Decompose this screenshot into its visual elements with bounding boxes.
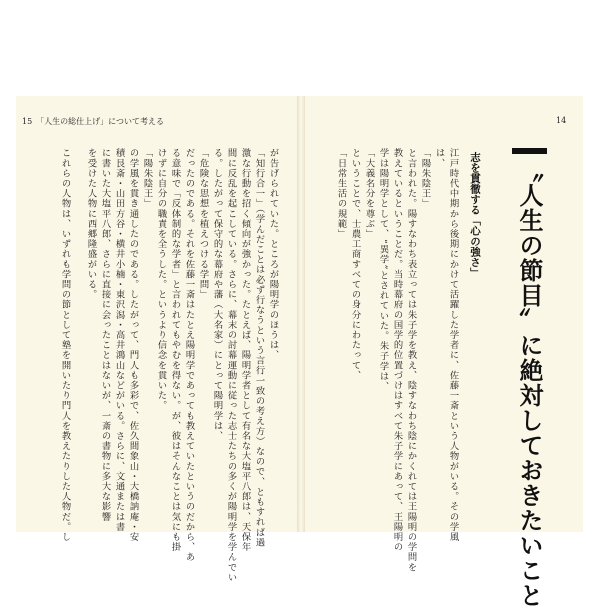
- left-text-line: る。したがって保守的な幕府や藩（大名家）にとって陽明学は、: [211, 148, 223, 441]
- right-text-line: は、: [433, 148, 445, 169]
- left-text-line: が告げられていた。ところが陽明学のほうは、: [267, 148, 279, 361]
- right-text-line: 「日常生活の規範」: [335, 148, 347, 239]
- right-text-line: 教えているということだ。当時幕府の国学的位置づけはすべて朱子学にあって、王陽明の: [391, 148, 403, 552]
- left-text-line: 「知行合一」（学んだことは必ず行なうという言行一致の考え方）なので、ともすれば過: [253, 148, 265, 548]
- left-text-line: 積艮斎・山田方谷・横井小楠・東沢潟・高井鴻山などがいる。さらに、文通または書: [113, 148, 125, 532]
- left-text-line: 激な行動を招く傾向が強かった。たとえば、陽明学者として有名な大塩平八郎は、天保年: [239, 148, 251, 552]
- left-text-line: けずに自分の職責を全うした。というより信念を貫いた。: [155, 148, 167, 411]
- left-text-line: だったのである。それを佐藤一斎はたとえ陽明学であっても教えていたというのだから、あ: [183, 148, 195, 563]
- left-text-line: を受けた人物に西郷隆盛がいる。: [85, 148, 97, 300]
- left-text-line: これらの人物は、いずれも学問の節として塾を開いたり門人を教えたりした人物だ。し: [59, 148, 71, 542]
- section-heading: 志を貫徹する「心の強さ」: [469, 152, 481, 278]
- left-text-line: 「陽朱陰王」: [141, 148, 153, 209]
- left-page-header: 15 「人生の総仕上げ」について考える: [22, 117, 165, 126]
- right-text-line: と言われた。陽すなわち表立っては朱子学を教え、陰すなわち陰にかくれては王陽明の学問を: [405, 148, 417, 573]
- left-text-line: に書いた大塩平八郎、さらに直接に会ったことはないが、一斎の書物に多大な影響: [99, 148, 111, 522]
- left-text-line: 間に反乱を起こしている。さらに、幕末の討幕運動に従った志士たちの多くが陽明学を学んでい: [225, 148, 237, 583]
- left-text-line: 「危険な思想を植えつける学問」: [197, 148, 209, 300]
- left-text-line: る意味で「反体制的な学者」と言われてもやむを得ない。が、彼はそんなことは気にも掛: [169, 148, 181, 552]
- right-text-line: ということで、士農工商すべての身分にわたって、: [349, 148, 361, 381]
- left-text-line: の学風を貫き通したのである。したがって、門人も多彩で、佐久間象山・大橋訥庵・安: [127, 148, 139, 542]
- right-page-number: 14: [556, 116, 567, 125]
- right-text-line: 「大義名分を尊ぶ」: [363, 148, 375, 239]
- book-gutter: [297, 96, 305, 532]
- right-text-line: 学は陽明学として、“異学”とされていた。朱子学は、: [377, 148, 389, 392]
- right-text-line: 「陽朱陰王」: [419, 148, 431, 209]
- chapter-title: 〝人生の節目〟に絶対しておきたいこと: [512, 148, 547, 608]
- right-text-line: 江戸時代中期から後期にかけて活躍した学者に、佐藤一斎という人物がいる。その学風: [447, 148, 459, 542]
